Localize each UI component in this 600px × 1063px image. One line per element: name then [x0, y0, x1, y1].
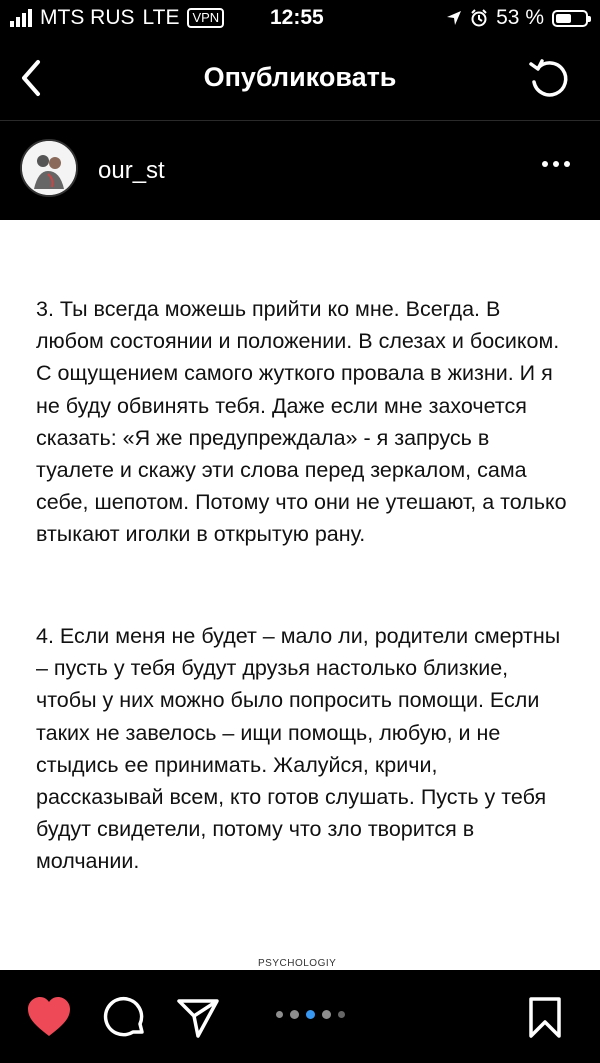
carousel-dot — [322, 1010, 331, 1019]
vpn-badge: VPN — [187, 8, 224, 28]
carousel-indicator — [276, 1010, 345, 1019]
send-icon — [176, 996, 220, 1040]
signal-icon — [10, 9, 32, 27]
carousel-dot-active — [306, 1010, 315, 1019]
status-bar — [0, 0, 600, 40]
battery-percent: 53 % — [496, 6, 544, 29]
paragraph: 4. Если меня не будет – мало ли, родители смертны – пусть у тебя будут друзья настолько близкие, чтобы у них можно было попросить помощи. Если таких не завелось – ищи помощь, любую, и не стыдись ее принимать. Жалуйся, кричи, рассказывай всем, кто готов слушать. Пусть у тебя будут свидетели, потому что зло творится в молчании. — [36, 624, 561, 874]
carousel-dot — [290, 1010, 299, 1019]
more-options-button[interactable] — [542, 161, 570, 167]
comment-icon — [102, 996, 146, 1040]
carousel-dot — [338, 1011, 345, 1018]
save-button[interactable] — [528, 996, 562, 1045]
heart-icon — [26, 996, 72, 1038]
comment-button[interactable] — [102, 996, 146, 1045]
carousel-dot — [276, 1011, 283, 1018]
battery-icon — [552, 10, 588, 27]
page-title: Опубликовать — [203, 62, 397, 92]
post-header — [0, 121, 600, 219]
refresh-icon — [526, 56, 572, 102]
alarm-icon — [470, 9, 488, 27]
share-button[interactable] — [176, 996, 220, 1045]
top-nav — [0, 40, 600, 120]
like-button[interactable] — [26, 996, 72, 1043]
location-arrow-icon — [446, 10, 462, 26]
network-label: LTE — [142, 6, 180, 29]
refresh-button[interactable] — [526, 56, 572, 102]
avatar[interactable] — [20, 139, 78, 197]
bookmark-icon — [528, 996, 562, 1040]
carrier-label: MTS RUS — [40, 6, 135, 29]
username[interactable]: our_st — [98, 157, 165, 184]
watermark: PSYCHOLOGIY — [258, 958, 337, 969]
paragraph: 3. Ты всегда можешь прийти ко мне. Всегда. В любом состоянии и положении. В слезах и босиком. С ощущением самого жуткого провала в жизни. И я не буду обвинять тебя. Даже если мне захочется сказать: «Я же предупреждала» - я запрусь в туалете и скажу эти слова перед зеркалом, сама себе, шепотом. Потому что они не утешают, а только втыкают иголки в открытую рану. — [36, 297, 567, 547]
post-image — [0, 220, 600, 970]
action-bar — [0, 970, 600, 1063]
clock: 12:55 — [270, 6, 324, 29]
